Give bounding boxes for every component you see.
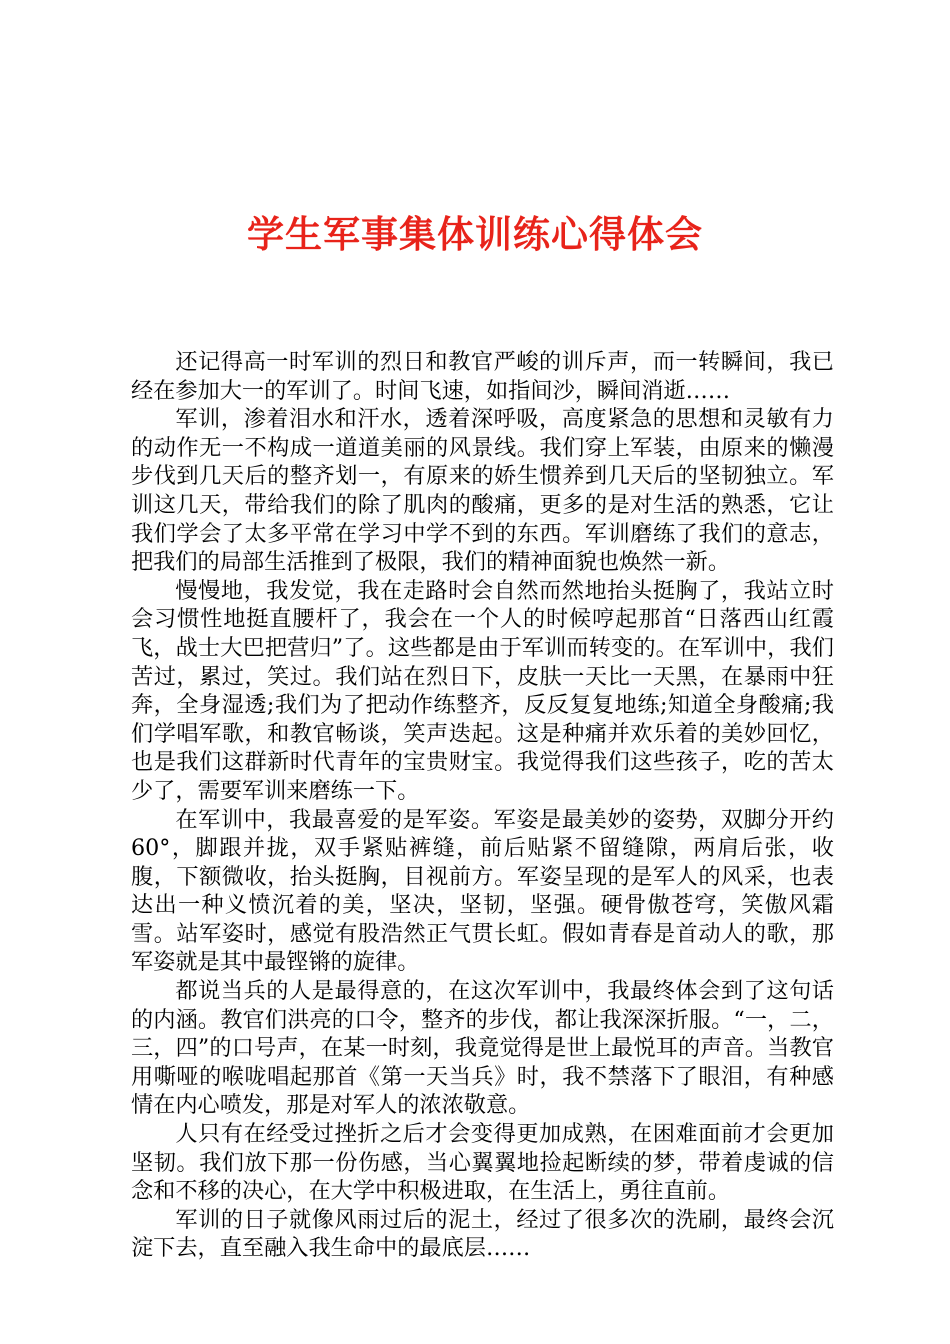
document-body [131,348,834,1263]
paragraph: 在军训中，我最喜爱的是军姿。军姿是最美妙的姿势，双脚分开约60°，脚跟并拢，双手紧贴裤缝，前后贴紧不留缝隙，两肩后张，收腹，下额微收，抬头挺胸，目视前方。军姿呈现的是军人的风采，也表达出一种义愤沉着的美，坚决，坚韧，坚强。硬骨傲苍穹，笑傲风霜雪。站军姿时，感觉有股浩然正气贯长虹。假如青春是首动人的歌，那军姿就是其中最铿锵的旋律。 [131,806,834,976]
paragraph: 军训的日子就像风雨过后的泥土，经过了很多次的洗刷，最终会沉淀下去，直至融入我生命中的最底层…… [131,1206,834,1262]
paragraph: 还记得高一时军训的烈日和教官严峻的训斥声，而一转瞬间，我已经在参加大一的军训了。时间飞速，如指间沙，瞬间消逝…… [131,349,834,404]
paragraph: 慢慢地，我发觉，我在走路时会自然而然地抬头挺胸了，我站立时会习惯性地挺直腰杆了，我会在一个人的时候哼起那首“日落西山红霞飞，战士大巴把营归”了。这些都是由于军训而转变的。在军训中，我们苦过，累过，笑过。我们站在烈日下，皮肤一天比一天黑，在暴雨中狂奔，全身湿透;我们为了把动作练整齐，反反复复地练;知道全身酸痛;我们学唱军歌，和教官畅谈，笑声迭起。这是种痛并欢乐着的美妙回忆，也是我们这群新时代青年的宝贵财宝。我觉得我们这些孩子，吃的苦太少了，需要军训来磨练一下。 [131,577,834,804]
paragraph: 都说当兵的人是最得意的，在这次军训中，我最终体会到了这句话的内涵。教官们洪亮的口令，整齐的步伐，都让我深深折服。“一，二，三，四”的口号声，在某一时刻，我竟觉得是世上最悦耳的声音。当教官用嘶哑的喉咙唱起那首《第一天当兵》时，我不禁落下了眼泪，有种感情在内心喷发，那是对军人的浓浓敬意。 [131,978,834,1119]
paragraph: 军训，渗着泪水和汗水，透着深呼吸，高度紧急的思想和灵敏有力的动作无一不构成一道道美丽的风景线。我们穿上军装，由原来的懒漫步伐到几天后的整齐划一，有原来的娇生惯养到几天后的坚韧独立。军训这几天，带给我们的除了肌肉的酸痛，更多的是对生活的熟悉，它让我们学会了太多平常在学习中学不到的东西。军训磨练了我们的意志，把我们的局部生活推到了极限，我们的精神面貌也焕然一新。 [131,406,834,576]
document-title: 学生军事集体训练心得体会 [247,212,703,256]
paragraph: 人只有在经受过挫折之后才会变得更加成熟，在困难面前才会更加坚韧。我们放下那一份伤感，当心翼翼地捡起断续的梦，带着虔诚的信念和不移的决心，在大学中积极进取，在生活上，勇往直前。 [131,1121,834,1205]
